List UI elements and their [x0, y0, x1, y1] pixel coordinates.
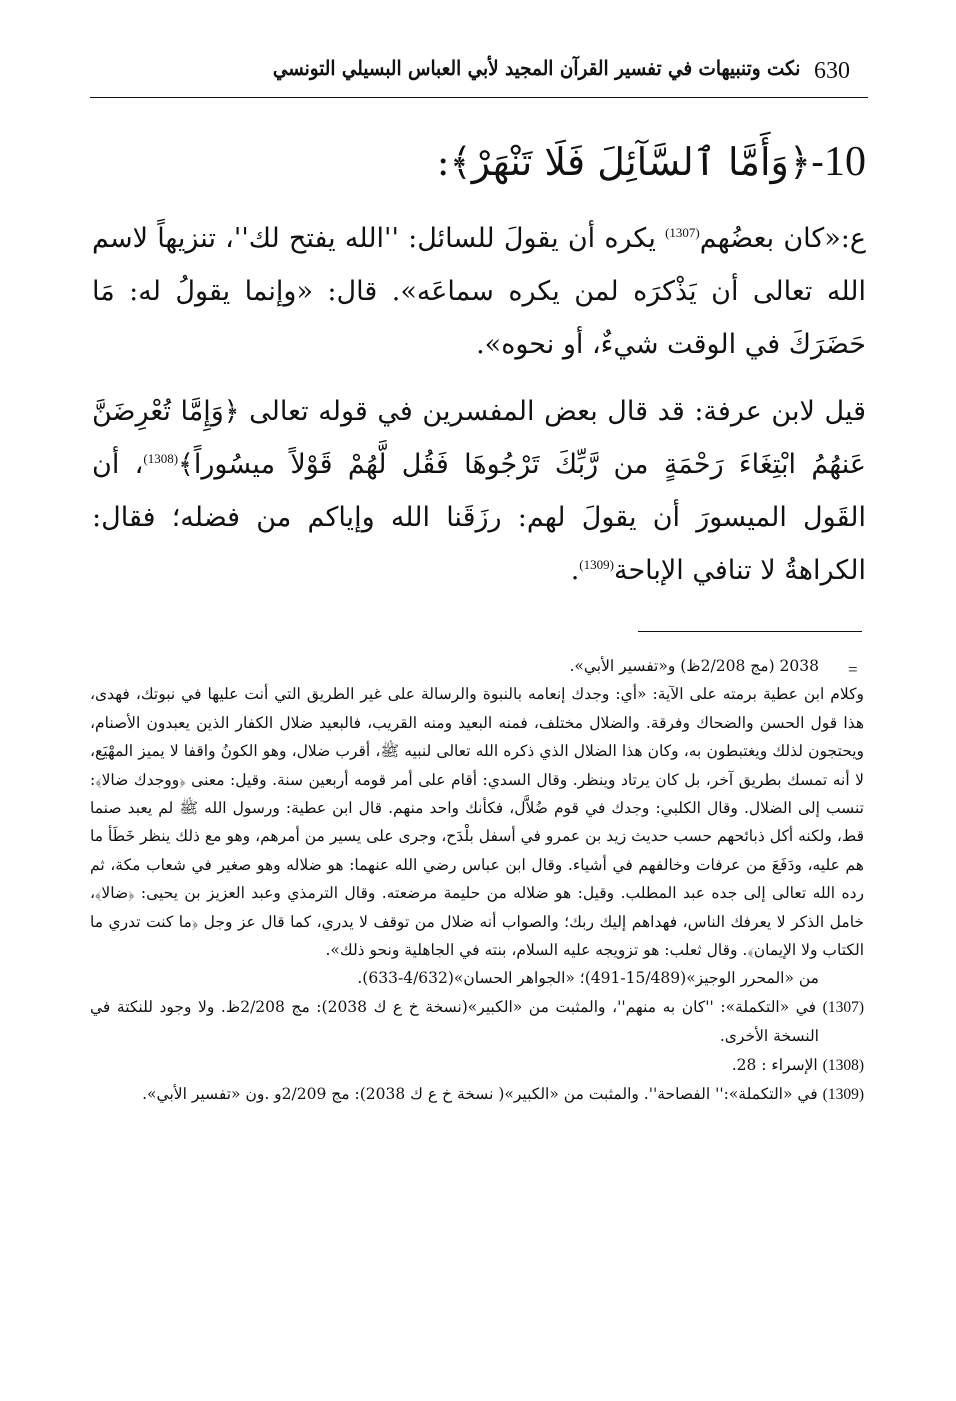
paragraph-text: .: [570, 555, 580, 586]
footnote-1308: [90, 1051, 864, 1080]
paragraph-text: قيل لابن عرفة: قد قال بعض المفسرين في قوله تعالى ﴿وَإِمَّا تُعْرِضَنَّ عَنهُمُ ابْتِغَاءَ رَحْمَةٍ من رَّبِّكَ تَرْجُوهَا فَقُل لَّهُمْ قَوْلاً ميسُوراً﴾: [92, 396, 866, 480]
quranic-verse: ﴿وَأَمَّا ٱلسَّآئِلَ فَلَا تَنْهَرْ﴾: [449, 140, 812, 184]
footnote-number: (1308): [822, 1056, 864, 1074]
footnote-number: (1307): [822, 998, 864, 1016]
footnote-ref-1307[interactable]: (1307): [665, 225, 700, 240]
footnote-number: (1309): [822, 1086, 864, 1104]
paragraph-1: [92, 212, 866, 371]
paragraph-text: ع:«كان بعضُهم: [699, 223, 866, 254]
paragraph-2: [92, 385, 866, 597]
footnote-text: الإسراء : 28.: [731, 1055, 823, 1074]
footnote-ref-1308[interactable]: (1308): [143, 451, 179, 466]
section-number: 10: [824, 139, 866, 185]
section-heading: [437, 138, 866, 186]
footnote-1309: [90, 1080, 864, 1109]
continued-note-source: 2038 (مج 2/208ظ) و«تفسير الأبي».: [569, 657, 819, 675]
header-rule: [90, 97, 868, 98]
footnote-text: في «التكملة»:'' الفصاحة''. والمثبت من «الكبير»( نسخة خ ع ك 2038): مج 2/209و .ون «تفسير الأبي».: [142, 1085, 823, 1104]
section-dash: -: [811, 140, 824, 184]
footnote-ref-1309[interactable]: (1309): [579, 557, 614, 572]
footnote-text: في «التكملة»: ''كان به منهم''، والمثبت من «الكبير»(نسخة خ ع ك 2038): مج 2/208ظ. ولا وجود للنكتة في النسخة الأخرى.: [90, 997, 823, 1046]
continued-note-body: وكلام ابن عطية برمته على الآية: «أي: وجدك إنعامه بالنبوة والرسالة على غير الطريق التي أنت عليها في نبوتك، فهدى، هذا قول الحسن والضحاك وفرقة. والضلال مختلف، فمنه البعيد ومنه القريب، فالبعيد ضلال الكفار الذين يعبدون الأصنام، ويحتجون لذلك ويغتبطون به، وكان هذا الضلال الذي ذكره الله تعالى لنبيه ﷺ، أقرب ضلال، وهو الكونُ واقفا لا يميز المهْيَع، لا أنه تمسك بطريق آخر، بل كان يرتاد وينظر. وقال السدي: أقام على أمر قومه أربعين سنة. وقيل: معنى ﴿ووجدك ضالا﴾: تنسب إلى الضلال. وقال الكلبي: وجدك في قوم ضُلاَّل، فكأنك واحد منهم. قال ابن عطية: ورسول الله ﷺ لم يعبد صنما قط، ولكنه أكل ذبائحهم حسب حديث زيد بن عمرو في أسفل بلْدَح، وجرى على يسير من أمرهم، وهو مع ذلك ينظر خَطَأ ما هم عليه، ودَفَعَ من عرفات وخالفهم في أشياء. وقال ابن عباس رضي الله عنهما: هو ضلاله وهو صغير في شعاب مكة، ثم رده الله تعالى إلى جده عبد المطلب. وقيل: هو ضلاله من حليمة مرضعته. وقال الترمذي وعبد العزيز بن يحيى: ﴿ضالا﴾، خامل الذكر لا يعرفك الناس، فهداهم إليك ربك؛ والصواب أنه ضلال من توقف لا يدري، كما قال عز وجل ﴿ما كنت تدري ما الكتاب ولا الإيمان﴾. وقال ثعلب: هو تزويجه عليه السلام، بنته في الجاهلية ونحو ذلك».: [90, 685, 864, 960]
heading-colon: :: [436, 140, 450, 184]
paragraph-text: ، أن القَول الميسورَ أن يقولَ لهم: رزَقَنا الله وإياكم من فضله؛ فقال: الكراهةُ لا تنافي الإباحة: [92, 449, 866, 586]
page-number: 630: [814, 58, 850, 84]
continued-note-reference: من «المحرر الوجيز»(15/489-491)؛ «الجواهر الحسان»(4/632-633).: [357, 969, 819, 988]
running-title: نكت وتنبيهات في تفسير القرآن المجيد لأبي العباس البسيلي التونسي: [272, 56, 800, 80]
continuation-mark: =: [848, 660, 858, 679]
footnote-separator: [638, 631, 862, 632]
paragraph-text: يكره أن يقولَ للسائل: ''الله يفتح لك''، تنزيهاً لاسم الله تعالى أن يَذْكرَه لمن يكره سماعَه». قال: «وإنما يقولُ له: مَا حَضَرَكَ في الوقت شيءٌ، أو نحوه».: [92, 223, 866, 360]
footnote-1307: [90, 993, 864, 1051]
footnotes: [90, 652, 864, 1110]
